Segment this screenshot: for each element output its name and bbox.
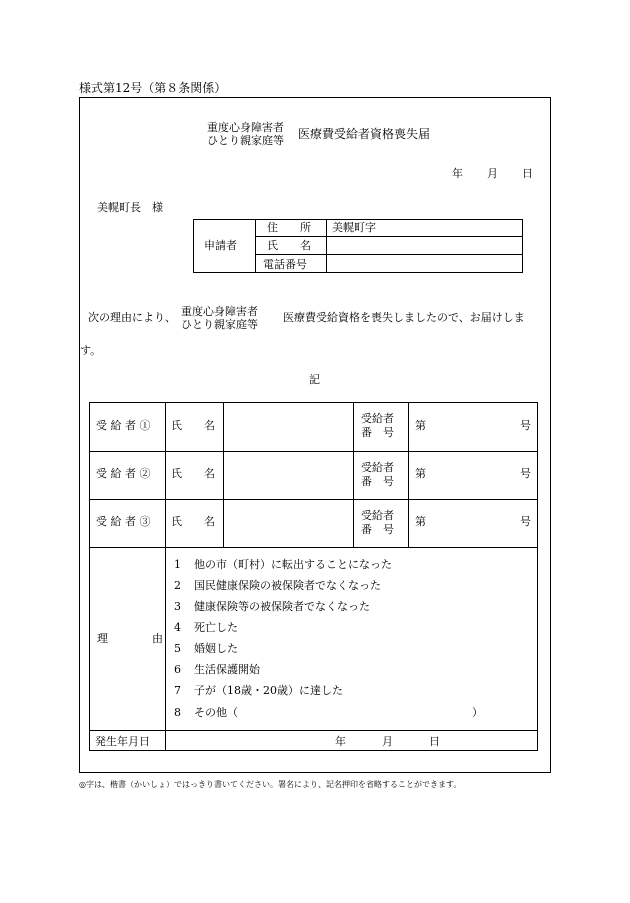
- reason-number: 4: [174, 621, 181, 634]
- recipient-number-field[interactable]: [430, 454, 515, 496]
- details-col-line: [353, 402, 354, 547]
- reason-number: 8: [174, 706, 181, 719]
- reason-option-moved-out[interactable]: 他の市（町村）に転出することになった: [194, 558, 392, 571]
- recipient-number-go: 号: [520, 419, 531, 432]
- occurrence-date-year: 年: [335, 735, 346, 748]
- occurrence-date-label: 発生年月日: [95, 735, 150, 748]
- recipient-number-dai: 第: [415, 467, 426, 480]
- recipient-name-field[interactable]: [228, 405, 348, 447]
- occurrence-date-month: 月: [382, 735, 393, 748]
- details-col-line: [165, 402, 166, 751]
- date-month: 月: [487, 167, 498, 180]
- recipient-number-field[interactable]: [430, 405, 515, 447]
- recipient-name-label: 氏 名: [171, 515, 215, 528]
- recipient-number-label: 番 号: [361, 475, 394, 488]
- reason-number: 5: [174, 642, 181, 655]
- reason-number: 7: [174, 684, 181, 697]
- occurrence-date-day: 日: [429, 735, 440, 748]
- statement-option-1: 重度心身障害者: [181, 305, 258, 318]
- date-year: 年: [452, 167, 463, 180]
- recipient-number-label: 番 号: [361, 426, 394, 439]
- recipient-label: 受 給 者 ③: [96, 515, 151, 528]
- recipient-label: 受 給 者 ①: [96, 419, 151, 432]
- details-col-line: [408, 402, 409, 547]
- title-option-2: ひとり親家庭等: [207, 134, 284, 147]
- details-row-line: [89, 547, 538, 548]
- form-title: 医療費受給者資格喪失届: [298, 127, 431, 141]
- applicant-row-line: [255, 236, 523, 237]
- details-row-line: [89, 451, 538, 452]
- applicant-divider: [326, 219, 327, 273]
- reason-option-welfare[interactable]: 生活保護開始: [194, 663, 260, 676]
- reason-option-age-reached[interactable]: 子が（18歳・20歳）に達した: [194, 684, 343, 697]
- statement-wrap: す。: [80, 344, 102, 357]
- addressee: 美幌町長 様: [97, 201, 163, 214]
- address-field[interactable]: 美幌町字: [332, 221, 376, 234]
- ki-heading: 記: [309, 373, 320, 386]
- reason-label: 理 由: [97, 632, 163, 645]
- recipient-name-label: 氏 名: [171, 419, 215, 432]
- reason-number: 1: [174, 558, 181, 571]
- recipient-number-label: 受給者: [361, 412, 394, 425]
- applicant-label: 申請者: [204, 239, 237, 252]
- reason-option-health-insurance-lost[interactable]: 健康保険等の被保険者でなくなった: [194, 600, 370, 613]
- applicant-row-line: [255, 254, 523, 255]
- details-col-line: [223, 402, 224, 547]
- reason-option-married[interactable]: 婚姻した: [194, 642, 238, 655]
- details-row-line: [89, 730, 538, 731]
- recipient-number-go: 号: [520, 515, 531, 528]
- reason-option-deceased[interactable]: 死亡した: [194, 621, 238, 634]
- occurrence-date-field[interactable]: [172, 733, 532, 748]
- date-day: 日: [522, 167, 533, 180]
- recipient-number-field[interactable]: [430, 502, 515, 544]
- footnote: ◎字は、楷書（かいしょ）ではっきり書いてください。署名により、記名押印を省略することができます。: [79, 780, 462, 789]
- recipient-number-dai: 第: [415, 515, 426, 528]
- recipient-name-label: 氏 名: [171, 467, 215, 480]
- reason-number: 2: [174, 579, 181, 592]
- form-number: 様式第12号（第８条関係）: [79, 81, 227, 95]
- name-field[interactable]: [332, 239, 518, 252]
- phone-field[interactable]: [332, 258, 518, 271]
- recipient-number-label: 受給者: [361, 461, 394, 474]
- recipient-number-label: 番 号: [361, 523, 394, 536]
- reason-other-close-paren: ）: [472, 706, 483, 719]
- recipient-label: 受 給 者 ②: [96, 467, 151, 480]
- name-label: 氏 名: [267, 239, 311, 252]
- address-label: 住 所: [267, 221, 311, 234]
- recipient-number-dai: 第: [415, 419, 426, 432]
- statement-prefix: 次の理由により、: [88, 311, 176, 324]
- title-option-1: 重度心身障害者: [207, 121, 284, 134]
- reason-option-nhi-lost[interactable]: 国民健康保険の被保険者でなくなった: [194, 579, 381, 592]
- details-row-line: [89, 499, 538, 500]
- recipient-number-label: 受給者: [361, 509, 394, 522]
- recipient-name-field[interactable]: [228, 502, 348, 544]
- reason-number: 6: [174, 663, 181, 676]
- statement-suffix: 医療費受給資格を喪失しましたので、お届けしま: [283, 311, 525, 324]
- recipient-number-go: 号: [520, 467, 531, 480]
- applicant-divider: [255, 219, 256, 273]
- statement-option-2: ひとり親家庭等: [181, 318, 258, 331]
- reason-number: 3: [174, 600, 181, 613]
- phone-label: 電話番号: [263, 258, 307, 271]
- recipient-name-field[interactable]: [228, 454, 348, 496]
- reason-other-field[interactable]: [250, 706, 465, 720]
- reason-option-other[interactable]: その他（: [194, 706, 238, 719]
